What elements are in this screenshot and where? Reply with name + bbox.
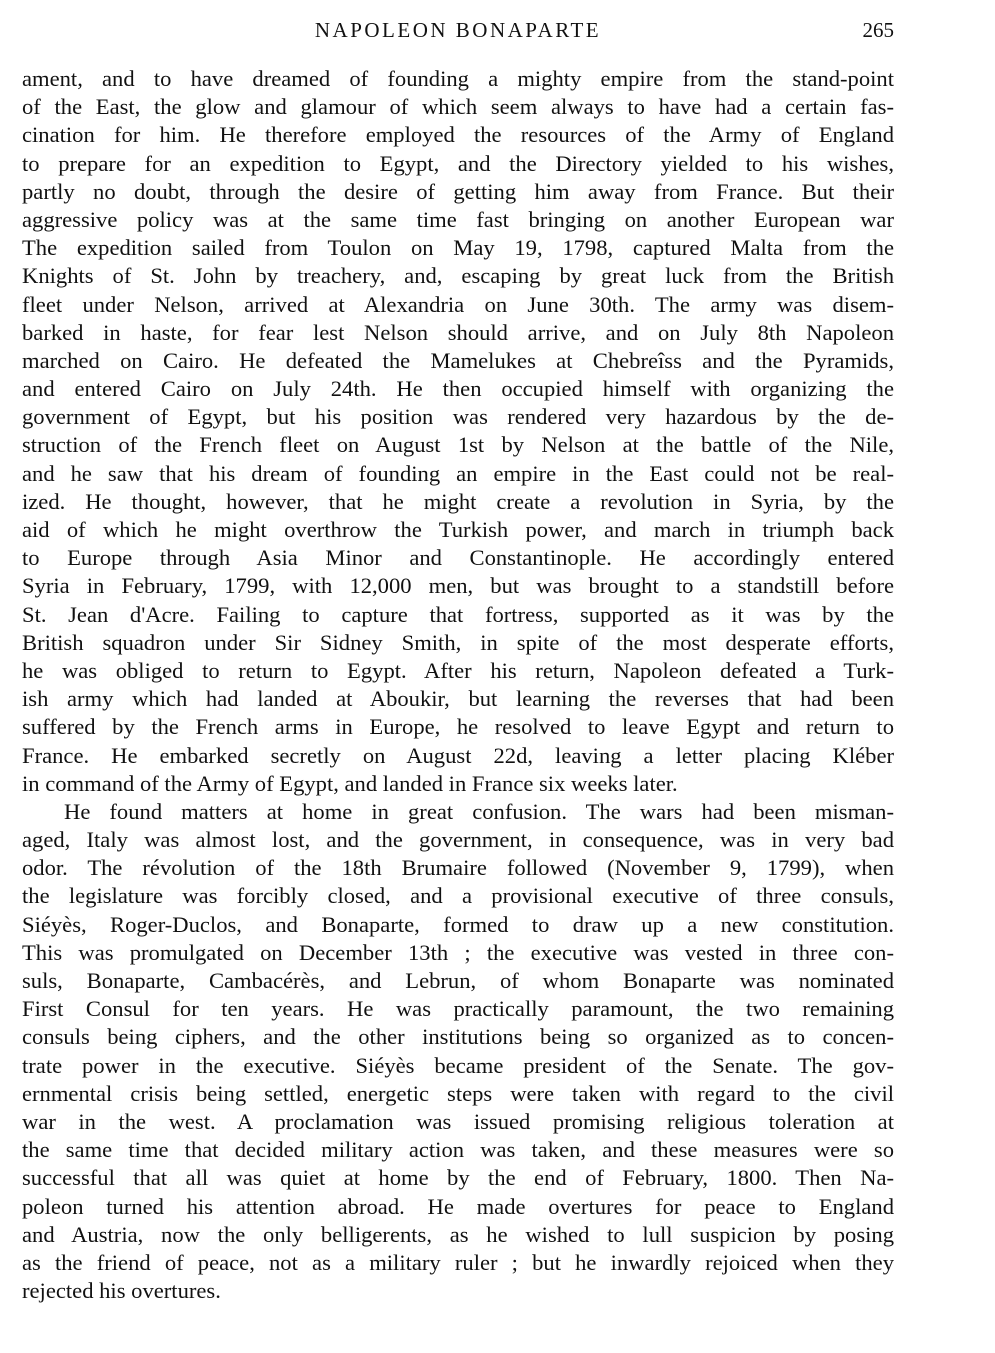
text-line: ament, and to have dreamed of founding a mighty empire from the stand-point [22, 66, 894, 91]
text-line: and Austria, now the only belligerents, as he wished to lull suspicion by posing [22, 1221, 894, 1247]
body-text [22, 65, 894, 1305]
text-line: aged, Italy was almost lost, and the government, in consequence, was in very bad [22, 827, 894, 853]
text-line: ernmental crisis being settled, energetic steps were taken with regard to the civil [22, 1080, 894, 1106]
text-line: aid of which he might overthrow the Turkish power, and march in triumph back [22, 517, 894, 542]
text-line: ized. He thought, however, that he might create a revolution in Syria, by the [22, 488, 894, 514]
text-line: St. Jean d'Acre. Failing to capture that fortress, supported as it was by the [22, 601, 894, 627]
text-line: the same time that decided military action was taken, and these measures were so [22, 1137, 894, 1163]
text-line: marched on Cairo. He defeated the Mamelukes at Chebreîss and the Pyramids, [22, 347, 894, 373]
text-line-paragraph-end: rejected his overtures. [22, 1278, 221, 1304]
text-line: This was promulgated on December 13th ; the executive was vested in three con- [22, 939, 894, 965]
text-line: as the friend of peace, not as a military ruler ; but he inwardly rejoiced when they [22, 1249, 894, 1275]
text-line: the legislature was forcibly closed, and a provisional executive of three consuls, [22, 883, 894, 909]
page-number: 265 [862, 18, 894, 42]
running-head: NAPOLEON BONAPARTE [314, 18, 602, 42]
page-header [22, 18, 894, 48]
text-line: Knights of St. John by treachery, and, escaping by great luck from the British [22, 263, 894, 289]
text-line: trate power in the executive. Siéyès became president of the Senate. The gov- [22, 1052, 894, 1078]
text-line-paragraph-end: in command of the Army of Egypt, and landed in France six weeks later. [22, 770, 678, 796]
text-line: suls, Bonaparte, Cambacérès, and Lebrun, of whom Bonaparte was nominated [22, 968, 894, 993]
text-line: successful that all was quiet at home by the end of February, 1800. Then Na- [22, 1165, 894, 1191]
text-line: consuls being ciphers, and the other institutions being so organized as to concen- [22, 1024, 894, 1050]
text-line: British squadron under Sir Sidney Smith, in spite of the most desperate efforts, [22, 629, 894, 655]
text-line: he was obliged to return to Egypt. After his return, Napoleon defeated a Turk- [22, 657, 894, 683]
text-line: The expedition sailed from Toulon on May 19, 1798, captured Malta from the [22, 235, 894, 261]
text-line: of the East, the glow and glamour of which seem always to have had a certain fas- [22, 94, 894, 120]
text-line: barked in haste, for fear lest Nelson should arrive, and on July 8th Napoleon [22, 319, 894, 345]
text-line-paragraph-start: He found matters at home in great confusion. The wars had been misman- [64, 798, 894, 824]
text-line: to prepare for an expedition to Egypt, and the Directory yielded to his wishes, [22, 150, 894, 176]
text-line: poleon turned his attention abroad. He made overtures for peace to England [22, 1193, 894, 1219]
text-line: government of Egypt, but his position was rendered very hazardous by the de- [22, 404, 894, 430]
text-line: to Europe through Asia Minor and Constantinople. He accordingly entered [22, 545, 894, 571]
text-line: France. He embarked secretly on August 22d, leaving a letter placing Kléber [22, 742, 894, 768]
text-line: and entered Cairo on July 24th. He then occupied himself with organizing the [22, 376, 894, 402]
text-line: First Consul for ten years. He was practically paramount, the two remaining [22, 996, 894, 1022]
text-line: partly no doubt, through the desire of getting him away from France. But their [22, 178, 894, 204]
text-line: war in the west. A proclamation was issued promising religious toleration at [22, 1108, 894, 1134]
text-line: aggressive policy was at the same time fast bringing on another European war [22, 206, 894, 232]
text-line: Siéyès, Roger-Duclos, and Bonaparte, formed to draw up a new constitution. [22, 911, 894, 937]
text-line: odor. The révolution of the 18th Brumaire followed (November 9, 1799), when [22, 855, 894, 881]
text-line: cination for him. He therefore employed the resources of the Army of England [22, 122, 894, 148]
text-line: suffered by the French arms in Europe, he resolved to leave Egypt and return to [22, 714, 894, 740]
text-line: struction of the French fleet on August 1st by Nelson at the battle of the Nile, [22, 432, 894, 458]
text-line: and he saw that his dream of founding an empire in the East could not be real- [22, 460, 894, 486]
text-line: Syria in February, 1799, with 12,000 men, but was brought to a standstill before [22, 573, 894, 599]
text-line: ish army which had landed at Aboukir, but learning the reverses that had been [22, 686, 894, 712]
text-line: fleet under Nelson, arrived at Alexandria on June 30th. The army was disem- [22, 291, 894, 317]
